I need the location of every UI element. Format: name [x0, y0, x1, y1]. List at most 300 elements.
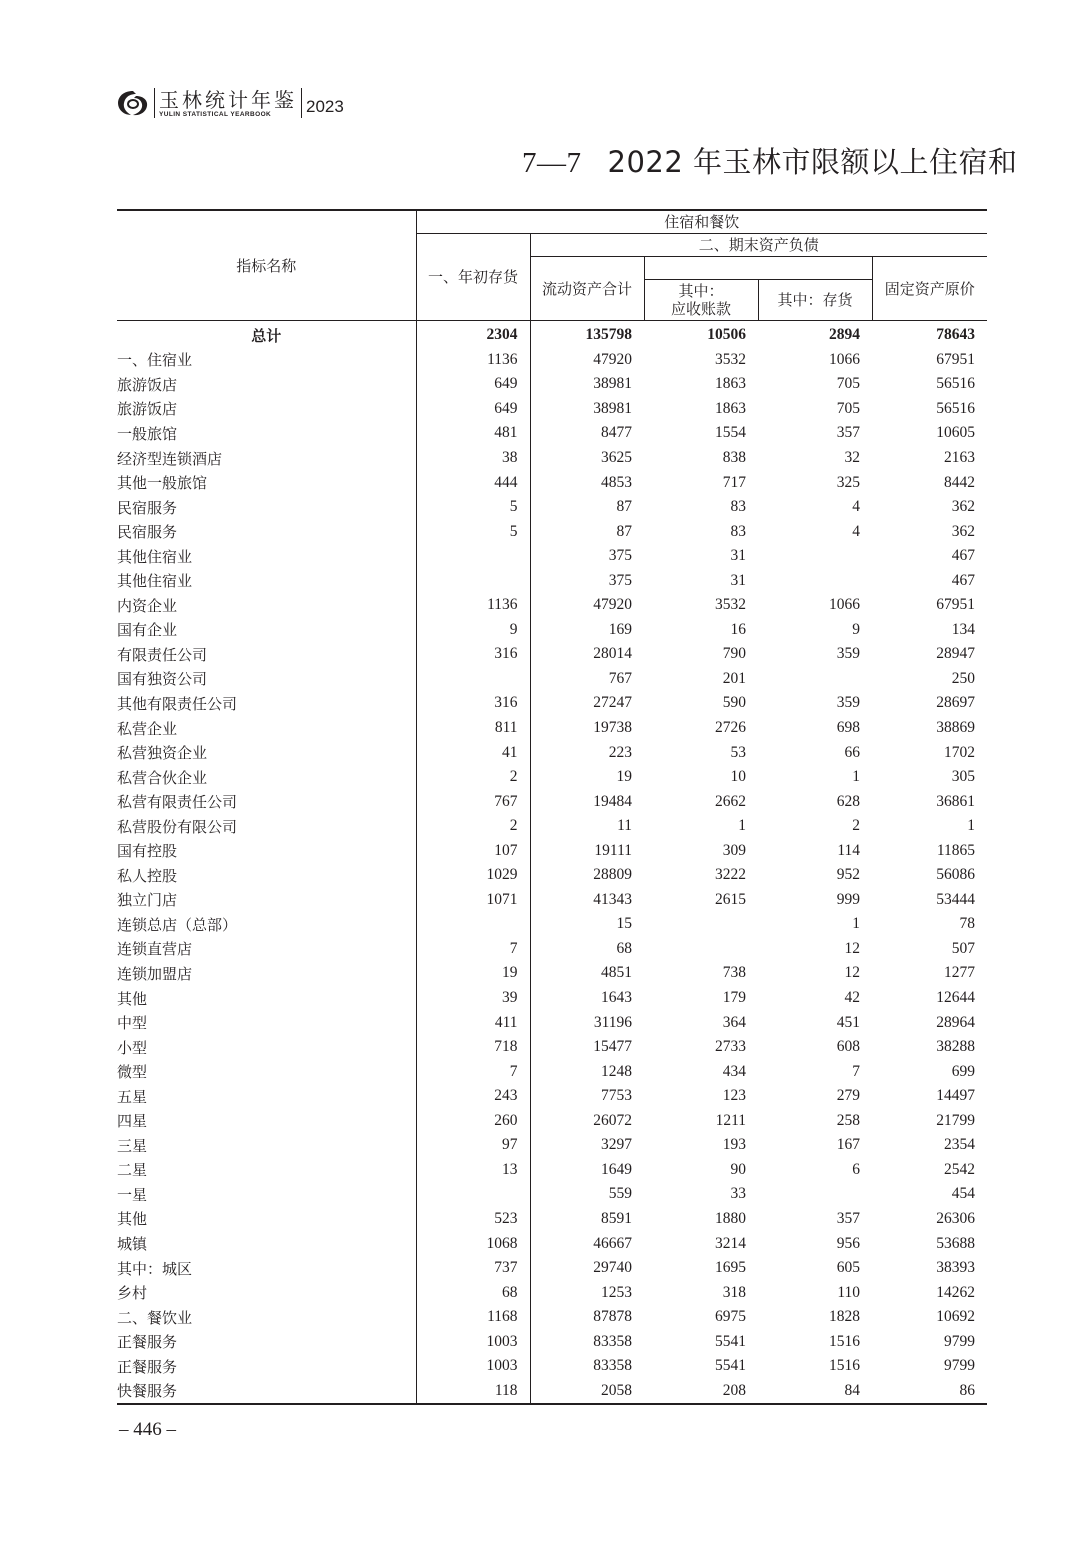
row-value-col5: 67951 — [936, 596, 976, 614]
row-value-col4: 114 — [837, 841, 860, 859]
col-header-fixed-assets: 固定资产原价 — [872, 257, 987, 321]
row-value-col2: 15477 — [593, 1038, 632, 1056]
table-body — [117, 321, 987, 1405]
row-value-col2: 87 — [616, 498, 632, 516]
page-number: – 446 – — [119, 1419, 176, 1440]
row-value-col1: 649 — [416, 397, 530, 422]
row-value-col2: 19484 — [593, 792, 632, 810]
row-value-col5: 2163 — [944, 449, 976, 466]
row-value-col5: 467 — [951, 571, 976, 589]
row-value-col1: 1029 — [416, 863, 530, 888]
row-value-col4: 258 — [836, 1111, 860, 1129]
row-name: 二星 — [117, 1158, 416, 1183]
row-name: 其他有限责任公司 — [117, 691, 416, 716]
row-value-col3: 1 — [738, 817, 746, 835]
row-value-col1: 19 — [416, 961, 530, 986]
row-value-col2: 38981 — [593, 375, 632, 393]
table-row — [117, 1280, 987, 1305]
row-value-col5: 362 — [951, 498, 976, 516]
row-value-col5: 2354 — [944, 1136, 976, 1154]
row-value-col4 — [758, 568, 872, 593]
row-name: 内资企业 — [117, 593, 416, 618]
row-value-col5: 38393 — [936, 1259, 976, 1277]
row-value-col5: 86 — [959, 1381, 976, 1399]
table-row — [117, 593, 987, 618]
yearbook-name: 玉林统计年鉴 — [159, 87, 297, 112]
row-name: 四星 — [117, 1109, 416, 1134]
row-value-col1: 9 — [416, 618, 530, 643]
row-value-col5: 56086 — [936, 866, 976, 884]
row-value-col3 — [644, 937, 758, 962]
row-value-col5: 10605 — [936, 424, 976, 442]
col-header-receivables — [644, 280, 758, 321]
row-value-col5: 28697 — [936, 694, 976, 712]
row-value-col2: 29740 — [593, 1259, 632, 1277]
row-value-col4: 705 — [836, 399, 860, 417]
row-value-col1: 68 — [416, 1280, 530, 1305]
row-value-col2: 767 — [608, 669, 632, 687]
table-row — [117, 838, 987, 863]
table-number: 7—7 — [522, 147, 582, 179]
row-value-col2: 1253 — [601, 1283, 632, 1301]
row-value-col1: 316 — [416, 642, 530, 667]
row-value-col4: 2 — [852, 817, 860, 835]
row-value-col5: 10692 — [936, 1308, 976, 1326]
row-value-col1: 2304 — [416, 321, 530, 348]
header-divider — [154, 88, 155, 118]
row-name: 其中：城区 — [117, 1256, 416, 1281]
row-value-col3: 6975 — [715, 1308, 746, 1326]
row-value-col5: 53688 — [936, 1234, 976, 1252]
table-title — [522, 140, 1018, 181]
row-value-col2: 375 — [608, 571, 632, 589]
row-value-col5: 38288 — [936, 1038, 976, 1056]
row-value-col4 — [758, 544, 872, 569]
table-row — [117, 1010, 987, 1035]
row-value-col1: 243 — [416, 1084, 530, 1109]
row-value-col4: 705 — [836, 375, 860, 393]
row-value-col4: 1516 — [829, 1357, 860, 1375]
col-header-inventory: 其中：存货 — [758, 280, 872, 321]
row-value-col2: 87878 — [593, 1308, 632, 1326]
row-value-col2: 31196 — [593, 1013, 632, 1031]
row-name: 乡村 — [117, 1280, 416, 1305]
table-row — [117, 446, 987, 471]
row-value-col2: 11 — [617, 817, 632, 835]
row-value-col2: 4851 — [601, 964, 632, 982]
col-header-current-assets: 流动资产合计 — [530, 257, 644, 321]
table-row — [117, 912, 987, 937]
row-value-col3: 2615 — [715, 890, 746, 908]
row-value-col5: 8442 — [944, 473, 976, 491]
row-value-col3: 123 — [722, 1087, 746, 1105]
row-value-col3: 3222 — [715, 866, 746, 884]
row-name: 其他住宿业 — [117, 568, 416, 593]
row-value-col3 — [644, 912, 758, 937]
row-value-col4: 110 — [837, 1283, 860, 1301]
row-value-col1: 481 — [416, 421, 530, 446]
row-value-col4: 2894 — [829, 326, 860, 344]
row-value-col3: 434 — [722, 1062, 746, 1080]
row-value-col2: 28809 — [593, 866, 632, 884]
table-row — [117, 691, 987, 716]
row-value-col2: 2058 — [601, 1381, 632, 1399]
row-name: 小型 — [117, 1035, 416, 1060]
row-name: 私人控股 — [117, 863, 416, 888]
row-value-col4: 1 — [852, 915, 860, 933]
row-name: 私营合伙企业 — [117, 765, 416, 790]
row-value-col4: 451 — [836, 1013, 860, 1031]
yearbook-year: 2023 — [306, 97, 344, 116]
row-value-col3: 717 — [722, 473, 746, 491]
row-value-col3: 790 — [722, 645, 746, 663]
row-value-col3: 3214 — [715, 1234, 746, 1252]
row-name: 微型 — [117, 1059, 416, 1084]
row-value-col2: 3297 — [601, 1136, 632, 1154]
row-value-col3: 738 — [722, 964, 746, 982]
row-value-col5: 26306 — [936, 1209, 976, 1227]
header-divider — [301, 88, 302, 118]
row-value-col3: 16 — [730, 620, 746, 638]
row-name: 五星 — [117, 1084, 416, 1109]
row-value-col2: 4853 — [601, 473, 632, 491]
row-name: 民宿服务 — [117, 519, 416, 544]
row-value-col5: 2542 — [944, 1160, 976, 1178]
row-name: 连锁加盟店 — [117, 961, 416, 986]
row-value-col4: 1 — [852, 768, 860, 786]
row-name: 其他 — [117, 986, 416, 1011]
row-name: 二、餐饮业 — [117, 1305, 416, 1330]
row-value-col1: 737 — [416, 1256, 530, 1281]
row-value-col5: 56516 — [936, 375, 976, 393]
row-value-col4: 952 — [836, 866, 860, 884]
row-name: 其他 — [117, 1207, 416, 1232]
row-value-col3: 83 — [730, 498, 746, 516]
row-value-col2: 41343 — [593, 890, 632, 908]
row-value-col4: 1066 — [829, 350, 860, 368]
row-value-col5: 507 — [951, 939, 976, 957]
header-titles — [159, 89, 297, 118]
row-value-col4: 66 — [844, 743, 860, 761]
row-value-col3: 90 — [730, 1160, 746, 1178]
table-row — [117, 1231, 987, 1256]
row-name: 其他住宿业 — [117, 544, 416, 569]
row-name: 私营有限责任公司 — [117, 789, 416, 814]
row-value-col3: 1211 — [715, 1111, 746, 1129]
row-value-col5: 9799 — [944, 1357, 976, 1375]
row-value-col5: 699 — [951, 1062, 976, 1080]
row-name: 快餐服务 — [117, 1379, 416, 1405]
row-value-col5: 14497 — [936, 1087, 976, 1105]
row-value-col1: 1071 — [416, 888, 530, 913]
row-value-col2: 1248 — [601, 1062, 632, 1080]
row-value-col4: 9 — [852, 620, 860, 638]
row-value-col5: 134 — [951, 620, 976, 638]
row-value-col4: 4 — [852, 498, 860, 516]
row-value-col2: 8591 — [601, 1209, 632, 1227]
row-value-col3: 3532 — [715, 596, 746, 614]
row-value-col2: 7753 — [601, 1087, 632, 1105]
row-value-col4: 1516 — [829, 1332, 860, 1350]
row-name: 正餐服务 — [117, 1329, 416, 1354]
data-table — [117, 209, 987, 1405]
row-value-col3: 3532 — [715, 350, 746, 368]
row-value-col1: 38 — [416, 446, 530, 471]
row-value-col4: 357 — [836, 424, 860, 442]
row-value-col2: 559 — [608, 1185, 632, 1203]
row-value-col1: 1003 — [416, 1354, 530, 1379]
row-value-col2: 46667 — [593, 1234, 632, 1252]
row-value-col3: 318 — [722, 1283, 746, 1301]
row-value-col4: 357 — [836, 1209, 860, 1227]
row-value-col2: 15 — [616, 915, 632, 933]
col-header-opening-inventory: 一、年初存货 — [416, 234, 530, 321]
col-header-blank — [644, 257, 872, 280]
table-row — [117, 1035, 987, 1060]
yearbook-logo-icon — [116, 88, 150, 118]
row-value-col4: 279 — [836, 1087, 860, 1105]
row-value-col1 — [416, 544, 530, 569]
row-value-col1: 39 — [416, 986, 530, 1011]
row-value-col5: 67951 — [936, 350, 976, 368]
table-row — [117, 1182, 987, 1207]
row-name: 一般旅馆 — [117, 421, 416, 446]
row-value-col4: 359 — [836, 694, 860, 712]
row-value-col4: 4 — [852, 522, 860, 540]
row-name: 私营股份有限公司 — [117, 814, 416, 839]
row-name: 有限责任公司 — [117, 642, 416, 667]
row-value-col2: 27247 — [593, 694, 632, 712]
row-value-col2: 223 — [608, 743, 632, 761]
row-value-col1: 5 — [416, 495, 530, 520]
col-header-group: 住宿和餐饮 — [416, 210, 987, 234]
row-value-col4: 6 — [852, 1160, 860, 1178]
row-value-col4: 999 — [836, 890, 860, 908]
row-value-col2: 1649 — [601, 1160, 632, 1178]
row-value-col5: 12644 — [936, 989, 976, 1007]
row-value-col1: 260 — [416, 1109, 530, 1134]
row-value-col2: 83358 — [593, 1332, 632, 1350]
table-row — [117, 1059, 987, 1084]
row-value-col5: 9799 — [944, 1332, 976, 1350]
row-value-col2: 135798 — [585, 326, 632, 344]
row-value-col1: 811 — [416, 716, 530, 741]
table-row — [117, 789, 987, 814]
row-value-col3: 590 — [722, 694, 746, 712]
row-value-col3: 2726 — [715, 719, 746, 737]
row-value-col4 — [758, 1182, 872, 1207]
row-value-col4: 698 — [836, 719, 860, 737]
row-value-col1: 118 — [416, 1379, 530, 1405]
col-header-period-end: 二、期末资产负债 — [530, 234, 987, 257]
row-value-col2: 28014 — [593, 645, 632, 663]
row-value-col1: 7 — [416, 1059, 530, 1084]
table-row — [117, 1133, 987, 1158]
row-value-col1: 1136 — [416, 348, 530, 373]
row-name: 民宿服务 — [117, 495, 416, 520]
row-name: 国有控股 — [117, 838, 416, 863]
row-value-col4: 167 — [836, 1136, 860, 1154]
row-value-col3: 1863 — [715, 399, 746, 417]
row-value-col2: 19738 — [593, 719, 632, 737]
row-value-col5: 14262 — [936, 1283, 976, 1301]
table-row — [117, 642, 987, 667]
row-name: 私营企业 — [117, 716, 416, 741]
table-header — [117, 210, 987, 321]
row-value-col5: 78 — [959, 915, 976, 933]
row-value-col2: 1643 — [601, 989, 632, 1007]
table-row — [117, 1084, 987, 1109]
row-value-col5: 21799 — [936, 1111, 976, 1129]
table-row — [117, 1158, 987, 1183]
row-value-col5: 53444 — [936, 890, 976, 908]
row-value-col1: 649 — [416, 372, 530, 397]
row-value-col4: 12 — [844, 964, 860, 982]
row-value-col3: 208 — [722, 1381, 746, 1399]
row-value-col3: 364 — [722, 1013, 746, 1031]
table-row — [117, 1207, 987, 1232]
row-value-col4: 42 — [844, 989, 860, 1007]
row-value-col4: 32 — [844, 449, 860, 466]
row-value-col3: 10 — [730, 768, 746, 786]
table-row — [117, 348, 987, 373]
table-row — [117, 1109, 987, 1134]
row-value-col3: 193 — [722, 1136, 746, 1154]
row-value-col4: 12 — [844, 939, 860, 957]
row-value-col2: 26072 — [593, 1111, 632, 1129]
table-row — [117, 618, 987, 643]
row-value-col3: 2733 — [715, 1038, 746, 1056]
row-value-col1: 13 — [416, 1158, 530, 1183]
row-value-col4: 628 — [836, 792, 860, 810]
row-value-col2: 19111 — [594, 841, 632, 859]
row-value-col1: 2 — [416, 765, 530, 790]
row-name: 经济型连锁酒店 — [117, 446, 416, 471]
table-row — [117, 495, 987, 520]
row-value-col2: 83358 — [593, 1357, 632, 1375]
row-value-col1: 718 — [416, 1035, 530, 1060]
row-value-col2: 169 — [608, 620, 632, 638]
row-value-col5: 56516 — [936, 399, 976, 417]
row-value-col5: 1702 — [944, 743, 976, 761]
row-value-col5: 11865 — [936, 841, 976, 859]
row-value-col1: 523 — [416, 1207, 530, 1232]
row-value-col5: 28947 — [936, 645, 976, 663]
row-value-col1: 444 — [416, 470, 530, 495]
table-row — [117, 544, 987, 569]
row-value-col1 — [416, 1182, 530, 1207]
row-value-col4: 608 — [836, 1038, 860, 1056]
row-name: 总计 — [117, 321, 416, 348]
row-value-col1: 5 — [416, 519, 530, 544]
row-value-col1: 97 — [416, 1133, 530, 1158]
row-value-col3: 201 — [722, 669, 746, 687]
row-value-col3: 838 — [722, 449, 746, 466]
row-name: 三星 — [117, 1133, 416, 1158]
row-name: 连锁总店（总部） — [117, 912, 416, 937]
row-value-col4: 1066 — [829, 596, 860, 614]
row-name: 独立门店 — [117, 888, 416, 913]
table-row — [117, 1354, 987, 1379]
table-row — [117, 519, 987, 544]
row-value-col3: 1695 — [715, 1259, 746, 1277]
table-row — [117, 1305, 987, 1330]
row-value-col5: 38869 — [936, 719, 976, 737]
table-row — [117, 568, 987, 593]
row-value-col2: 47920 — [593, 596, 632, 614]
col-header-name: 指标名称 — [117, 210, 416, 321]
table-row — [117, 937, 987, 962]
row-value-col4: 605 — [836, 1259, 860, 1277]
row-value-col4: 956 — [836, 1234, 860, 1252]
row-value-col1: 1068 — [416, 1231, 530, 1256]
row-value-col2: 87 — [616, 522, 632, 540]
row-name: 旅游饭店 — [117, 372, 416, 397]
row-name: 其他一般旅馆 — [117, 470, 416, 495]
row-value-col3: 31 — [730, 571, 746, 589]
row-value-col3: 309 — [722, 841, 746, 859]
row-value-col3: 1863 — [715, 375, 746, 393]
table-row — [117, 765, 987, 790]
row-value-col4: 1828 — [829, 1308, 860, 1326]
row-value-col5: 28964 — [936, 1013, 976, 1031]
table-row — [117, 470, 987, 495]
table-row — [117, 421, 987, 446]
yearbook-name-en: YULIN STATISTICAL YEARBOOK — [159, 110, 272, 118]
row-name: 一、住宿业 — [117, 348, 416, 373]
row-value-col1: 316 — [416, 691, 530, 716]
row-value-col3: 179 — [722, 989, 746, 1007]
row-value-col4: 84 — [844, 1381, 860, 1399]
table-row — [117, 1379, 987, 1405]
row-value-col3: 33 — [730, 1185, 746, 1203]
table-row — [117, 814, 987, 839]
row-value-col3: 53 — [730, 743, 746, 761]
table-row — [117, 740, 987, 765]
table-row — [117, 321, 987, 348]
yearbook-header — [116, 86, 344, 120]
row-name: 正餐服务 — [117, 1354, 416, 1379]
col-header-receivables-a: 其中： — [678, 282, 724, 300]
row-value-col3: 1880 — [715, 1209, 746, 1227]
table-row — [117, 1256, 987, 1281]
row-value-col5: 467 — [951, 547, 976, 565]
row-value-col2: 38981 — [593, 399, 632, 417]
row-name: 旅游饭店 — [117, 397, 416, 422]
row-value-col2: 8477 — [601, 424, 632, 442]
row-value-col1 — [416, 568, 530, 593]
row-name: 国有独资公司 — [117, 667, 416, 692]
table-row — [117, 961, 987, 986]
row-value-col1 — [416, 667, 530, 692]
row-value-col3: 1554 — [715, 424, 746, 442]
row-value-col2: 47920 — [593, 350, 632, 368]
row-value-col2: 3625 — [601, 449, 632, 466]
row-value-col3: 5541 — [715, 1332, 746, 1350]
row-value-col5: 454 — [951, 1185, 976, 1203]
table-row — [117, 372, 987, 397]
row-value-col3: 10506 — [707, 326, 746, 344]
row-value-col2: 19 — [616, 768, 632, 786]
table-row — [117, 986, 987, 1011]
row-value-col2: 68 — [616, 939, 632, 957]
row-value-col1: 1136 — [416, 593, 530, 618]
row-name: 连锁直营店 — [117, 937, 416, 962]
row-value-col4: 7 — [852, 1062, 860, 1080]
row-value-col3: 31 — [730, 547, 746, 565]
row-value-col5: 250 — [951, 669, 976, 687]
row-value-col5: 362 — [951, 522, 976, 540]
